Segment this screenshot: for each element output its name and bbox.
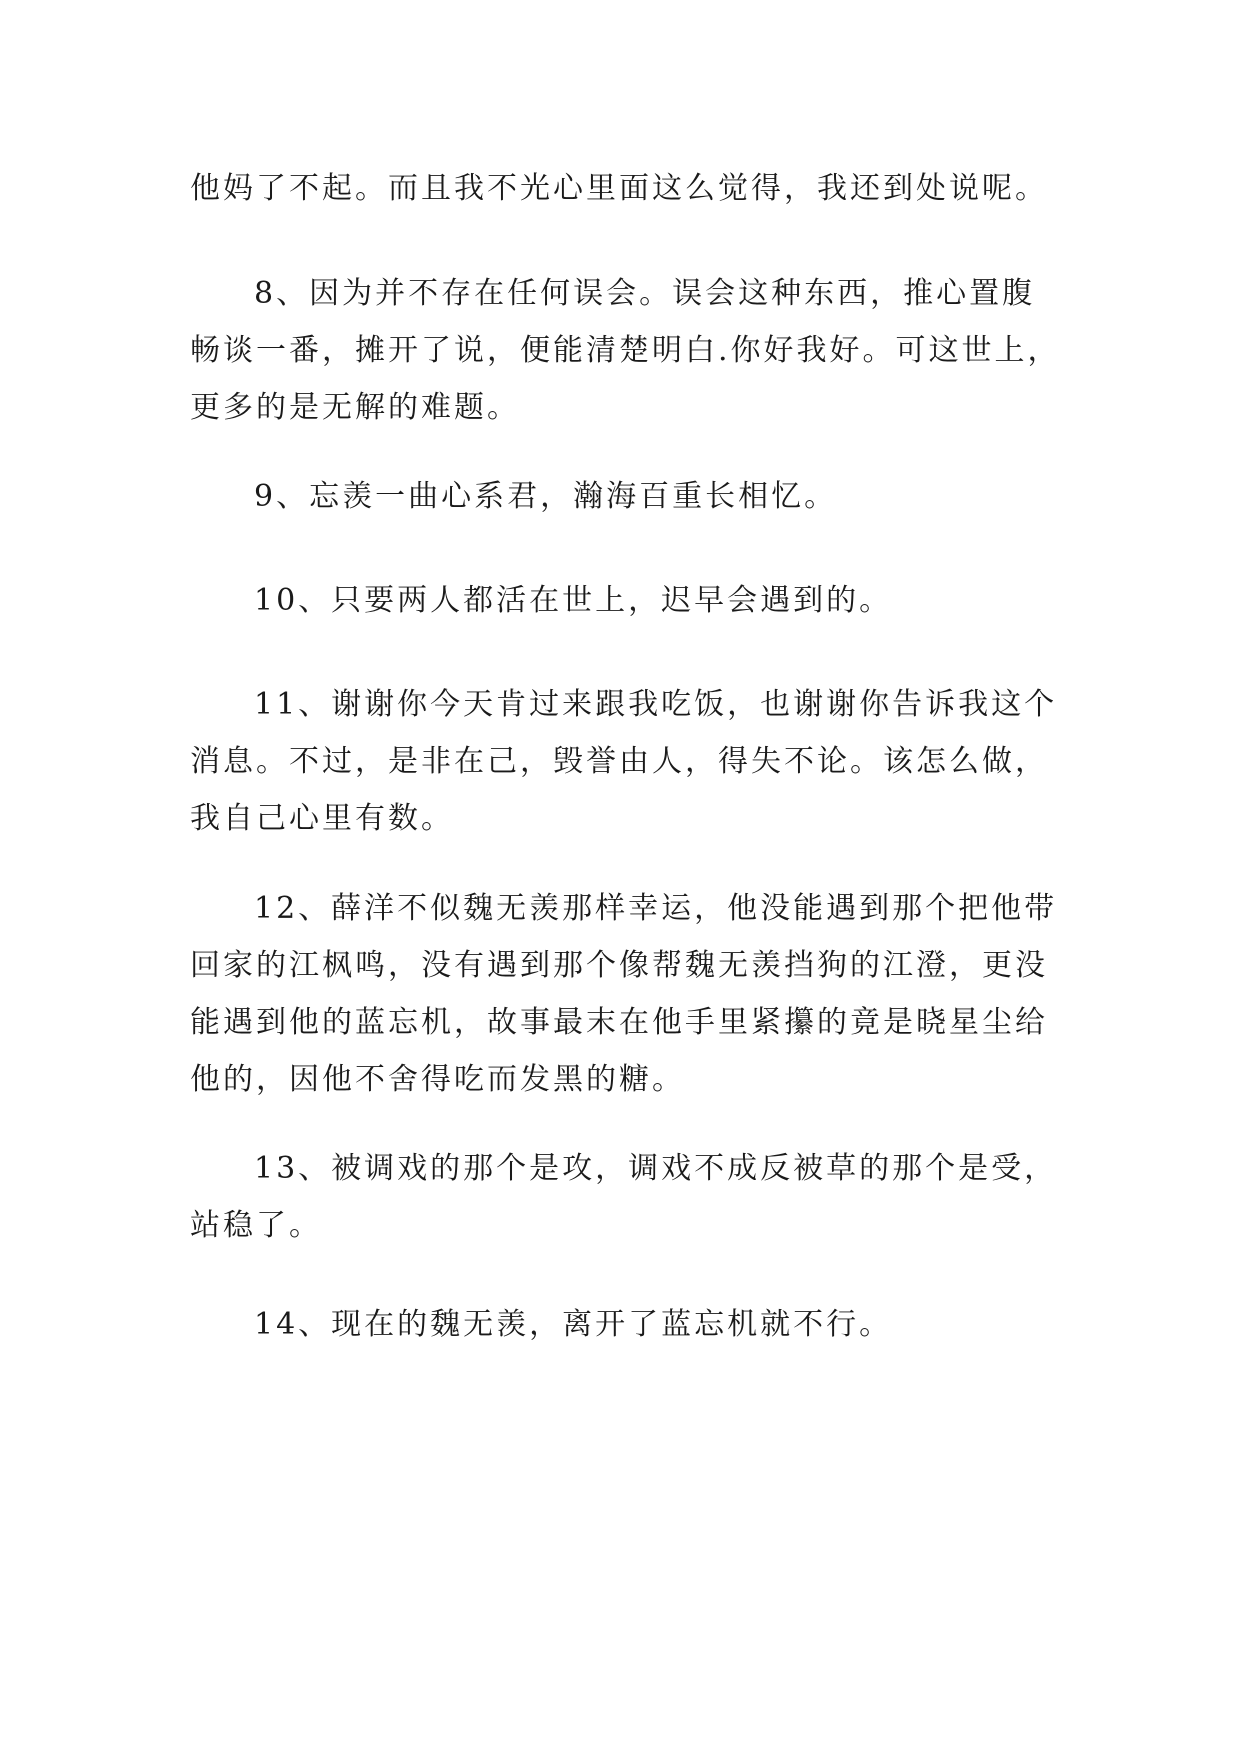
- paragraph-continuation: [190, 160, 1070, 217]
- paragraph-line: 畅谈一番，摊开了说，便能清楚明白.你好我好。可这世上，: [190, 333, 1061, 368]
- paragraph-line: 13、被调戏的那个是攻，调戏不成反被草的那个是受，: [254, 1151, 1058, 1186]
- paragraph-line: 8、因为并不存在任何误会。误会这种东西，推心置腹: [254, 276, 1036, 311]
- paragraph-line: 9、忘羡一曲心系君，瀚海百重长相忆。: [254, 479, 838, 514]
- paragraph-line: 10、只要两人都活在世上，迟早会遇到的。: [254, 583, 893, 618]
- paragraph-item-11: [190, 676, 1070, 847]
- paragraph-line: 11、谢谢你今天肯过来跟我吃饭，也谢谢你告诉我这个: [254, 687, 1058, 722]
- paragraph-line: 14、现在的魏无羡，离开了蓝忘机就不行。: [254, 1307, 893, 1342]
- paragraph-line: 能遇到他的蓝忘机，故事最末在他手里紧攥的竟是晓星尘给: [190, 1005, 1048, 1040]
- paragraph-line: 更多的是无解的难题。: [190, 390, 520, 425]
- paragraph-line: 站稳了。: [190, 1208, 322, 1243]
- paragraph-item-12: [190, 880, 1070, 1108]
- paragraph-line: 消息。不过，是非在己，毁誉由人，得失不论。该怎么做，: [190, 744, 1048, 779]
- paragraph-line: 他的，因他不舍得吃而发黑的糖。: [190, 1062, 685, 1097]
- paragraph-item-9: [190, 468, 1070, 525]
- paragraph-line: 12、薛洋不似魏无羡那样幸运，他没能遇到那个把他带: [254, 891, 1058, 926]
- paragraph-line: 回家的江枫鸣，没有遇到那个像帮魏无羡挡狗的江澄，更没: [190, 948, 1048, 983]
- paragraph-item-13: [190, 1140, 1070, 1254]
- paragraph-line: 他妈了不起。而且我不光心里面这么觉得，我还到处说呢。: [190, 171, 1048, 206]
- paragraph-item-8: [190, 265, 1070, 436]
- paragraph-line: 我自己心里有数。: [190, 801, 454, 836]
- paragraph-item-10: [190, 572, 1070, 629]
- paragraph-item-14: [190, 1296, 1070, 1353]
